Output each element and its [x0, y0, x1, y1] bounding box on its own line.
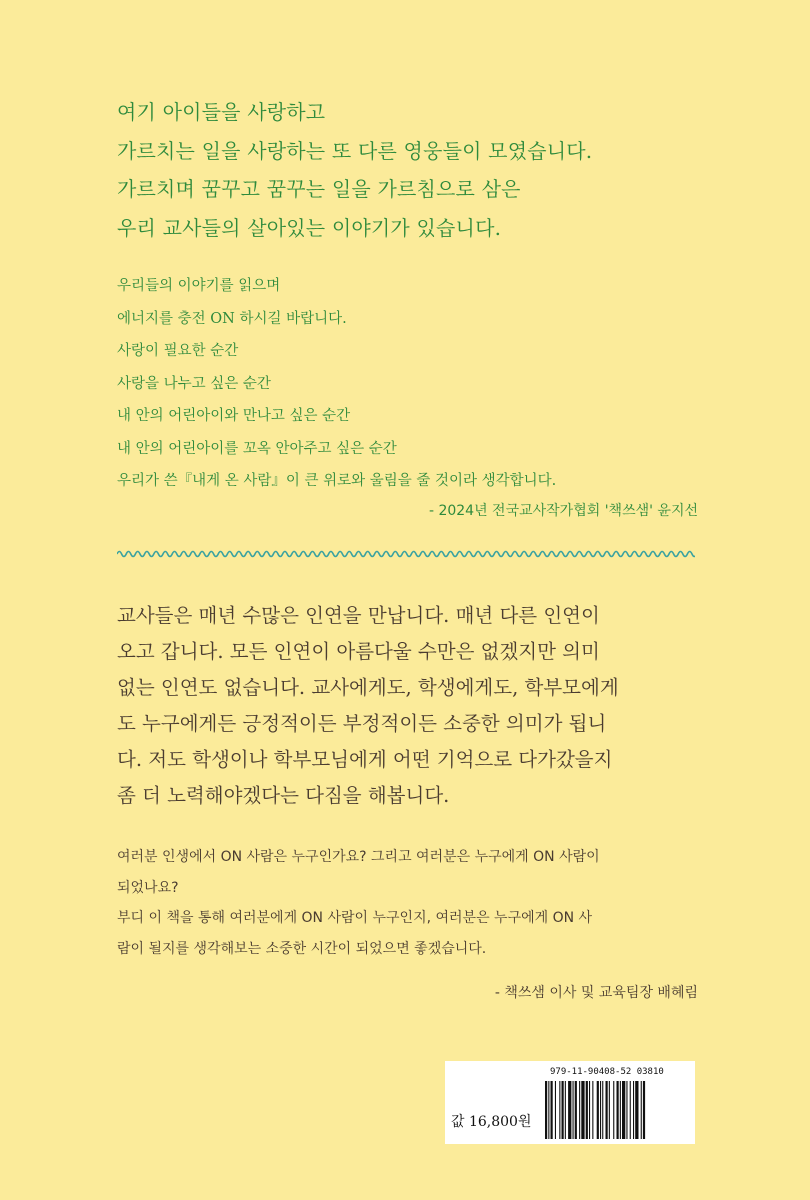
closing-line: 여러분 인생에서 ON 사람은 누구인가요? 그리고 여러분은 누구에게 ON 사람이 [117, 849, 600, 865]
barcode-bar [613, 1081, 614, 1139]
intro-line: 여기 아이들을 사랑하고 [117, 100, 326, 124]
recommendation-signature: - 2024년 전국교사작가협회 '책쓰샘' 윤지선 [428, 503, 698, 519]
recommendation-line: 에너지를 충전 ON 하시길 바랍니다. [117, 310, 347, 327]
recommendation-line: 내 안의 어린아이와 만나고 싶은 순간 [117, 408, 351, 424]
barcode-bar [606, 1081, 608, 1139]
barcode-bar [626, 1081, 627, 1139]
isbn-barcode-box [445, 1061, 695, 1144]
barcode-bar [630, 1081, 631, 1139]
barcode-bar [589, 1081, 590, 1139]
recommendation-line: 우리가 쓴『내게 온 사람』이 큰 위로와 울림을 줄 것이라 생각합니다. [117, 473, 557, 489]
barcode-bar [620, 1081, 621, 1139]
intro-text [117, 93, 717, 247]
price-label: 값 16,800원 [451, 1114, 532, 1130]
barcode-bar [575, 1081, 577, 1139]
essay-line: 좀 더 노력해야겠다는 다짐을 해봅니다. [117, 784, 450, 807]
barcode-bar [633, 1081, 634, 1139]
barcode-bar [548, 1081, 549, 1139]
barcode-bar [551, 1081, 553, 1139]
closing-text [117, 842, 717, 964]
recommendation-line: 내 안의 어린아이를 꼬옥 안아주고 싶은 순간 [117, 440, 397, 457]
wavy-divider [117, 548, 695, 560]
barcode-bar [562, 1081, 564, 1139]
barcode-bar [565, 1081, 566, 1139]
barcode-bar [555, 1081, 556, 1139]
barcode-bar [586, 1081, 588, 1139]
closing-line: 람이 될지를 생각해보는 소중한 시간이 되었으면 좋겠습니다. [117, 940, 487, 957]
barcode-bar [641, 1081, 642, 1139]
barcode-bar [573, 1081, 574, 1139]
intro-line: 우리 교사들의 살아있는 이야기가 있습니다. [117, 215, 502, 240]
essay-text [117, 598, 717, 814]
barcode-bar [597, 1081, 599, 1139]
recommendation-line: 사랑이 필요한 순간 [117, 343, 239, 359]
barcode-bar [545, 1081, 547, 1139]
barcode-bar [568, 1081, 571, 1139]
barcode-bar [581, 1081, 584, 1139]
essay-line: 도 누구에게든 긍정적이든 부정적이든 소중한 의미가 됩니 [117, 712, 607, 735]
essay-line: 오고 갑니다. 모든 인연이 아름다울 수만은 없겠지만 의미 [117, 640, 600, 663]
essay-line: 없는 인연도 없습니다. 교사에게도, 학생에게도, 학부모에게 [117, 676, 619, 699]
barcode-bar [602, 1081, 603, 1139]
closing-line: 되었나요? [117, 879, 179, 896]
barcode-bar [600, 1081, 601, 1139]
barcode-bar [622, 1081, 625, 1139]
barcode-bar [609, 1081, 610, 1139]
closing-line: 부디 이 책을 통해 여러분에게 ON 사람이 누구인지, 여러분은 누구에게 ON 사 [117, 910, 593, 926]
barcode-bar [617, 1081, 619, 1139]
recommendation-line: 우리들의 이야기를 읽으며 [117, 278, 281, 294]
barcode-bar [592, 1081, 593, 1139]
barcode-image [545, 1081, 691, 1139]
recommendation-text [117, 270, 717, 498]
intro-line: 가르치는 일을 사랑하는 또 다른 영웅들이 모였습니다. [117, 138, 593, 163]
essay-line: 교사들은 매년 수많은 인연을 만납니다. 매년 다른 인연이 [117, 604, 600, 627]
barcode-bar [559, 1081, 560, 1139]
recommendation-line: 사랑을 나누고 싶은 순간 [117, 375, 271, 392]
barcode-bar [643, 1081, 645, 1139]
intro-line: 가르치며 꿈꾸고 꿈꾸는 일을 가르침으로 삼은 [117, 177, 521, 201]
essay-line: 다. 저도 학생이나 학부모님에게 어떤 기억으로 다가갔을지 [117, 748, 613, 771]
closing-signature: - 책쓰샘 이사 및 교육팀장 배혜림 [494, 985, 698, 1001]
barcode-bar [635, 1081, 638, 1139]
barcode-bar [579, 1081, 580, 1139]
isbn-number: 979-11-90408-52 03810 [550, 1067, 664, 1077]
